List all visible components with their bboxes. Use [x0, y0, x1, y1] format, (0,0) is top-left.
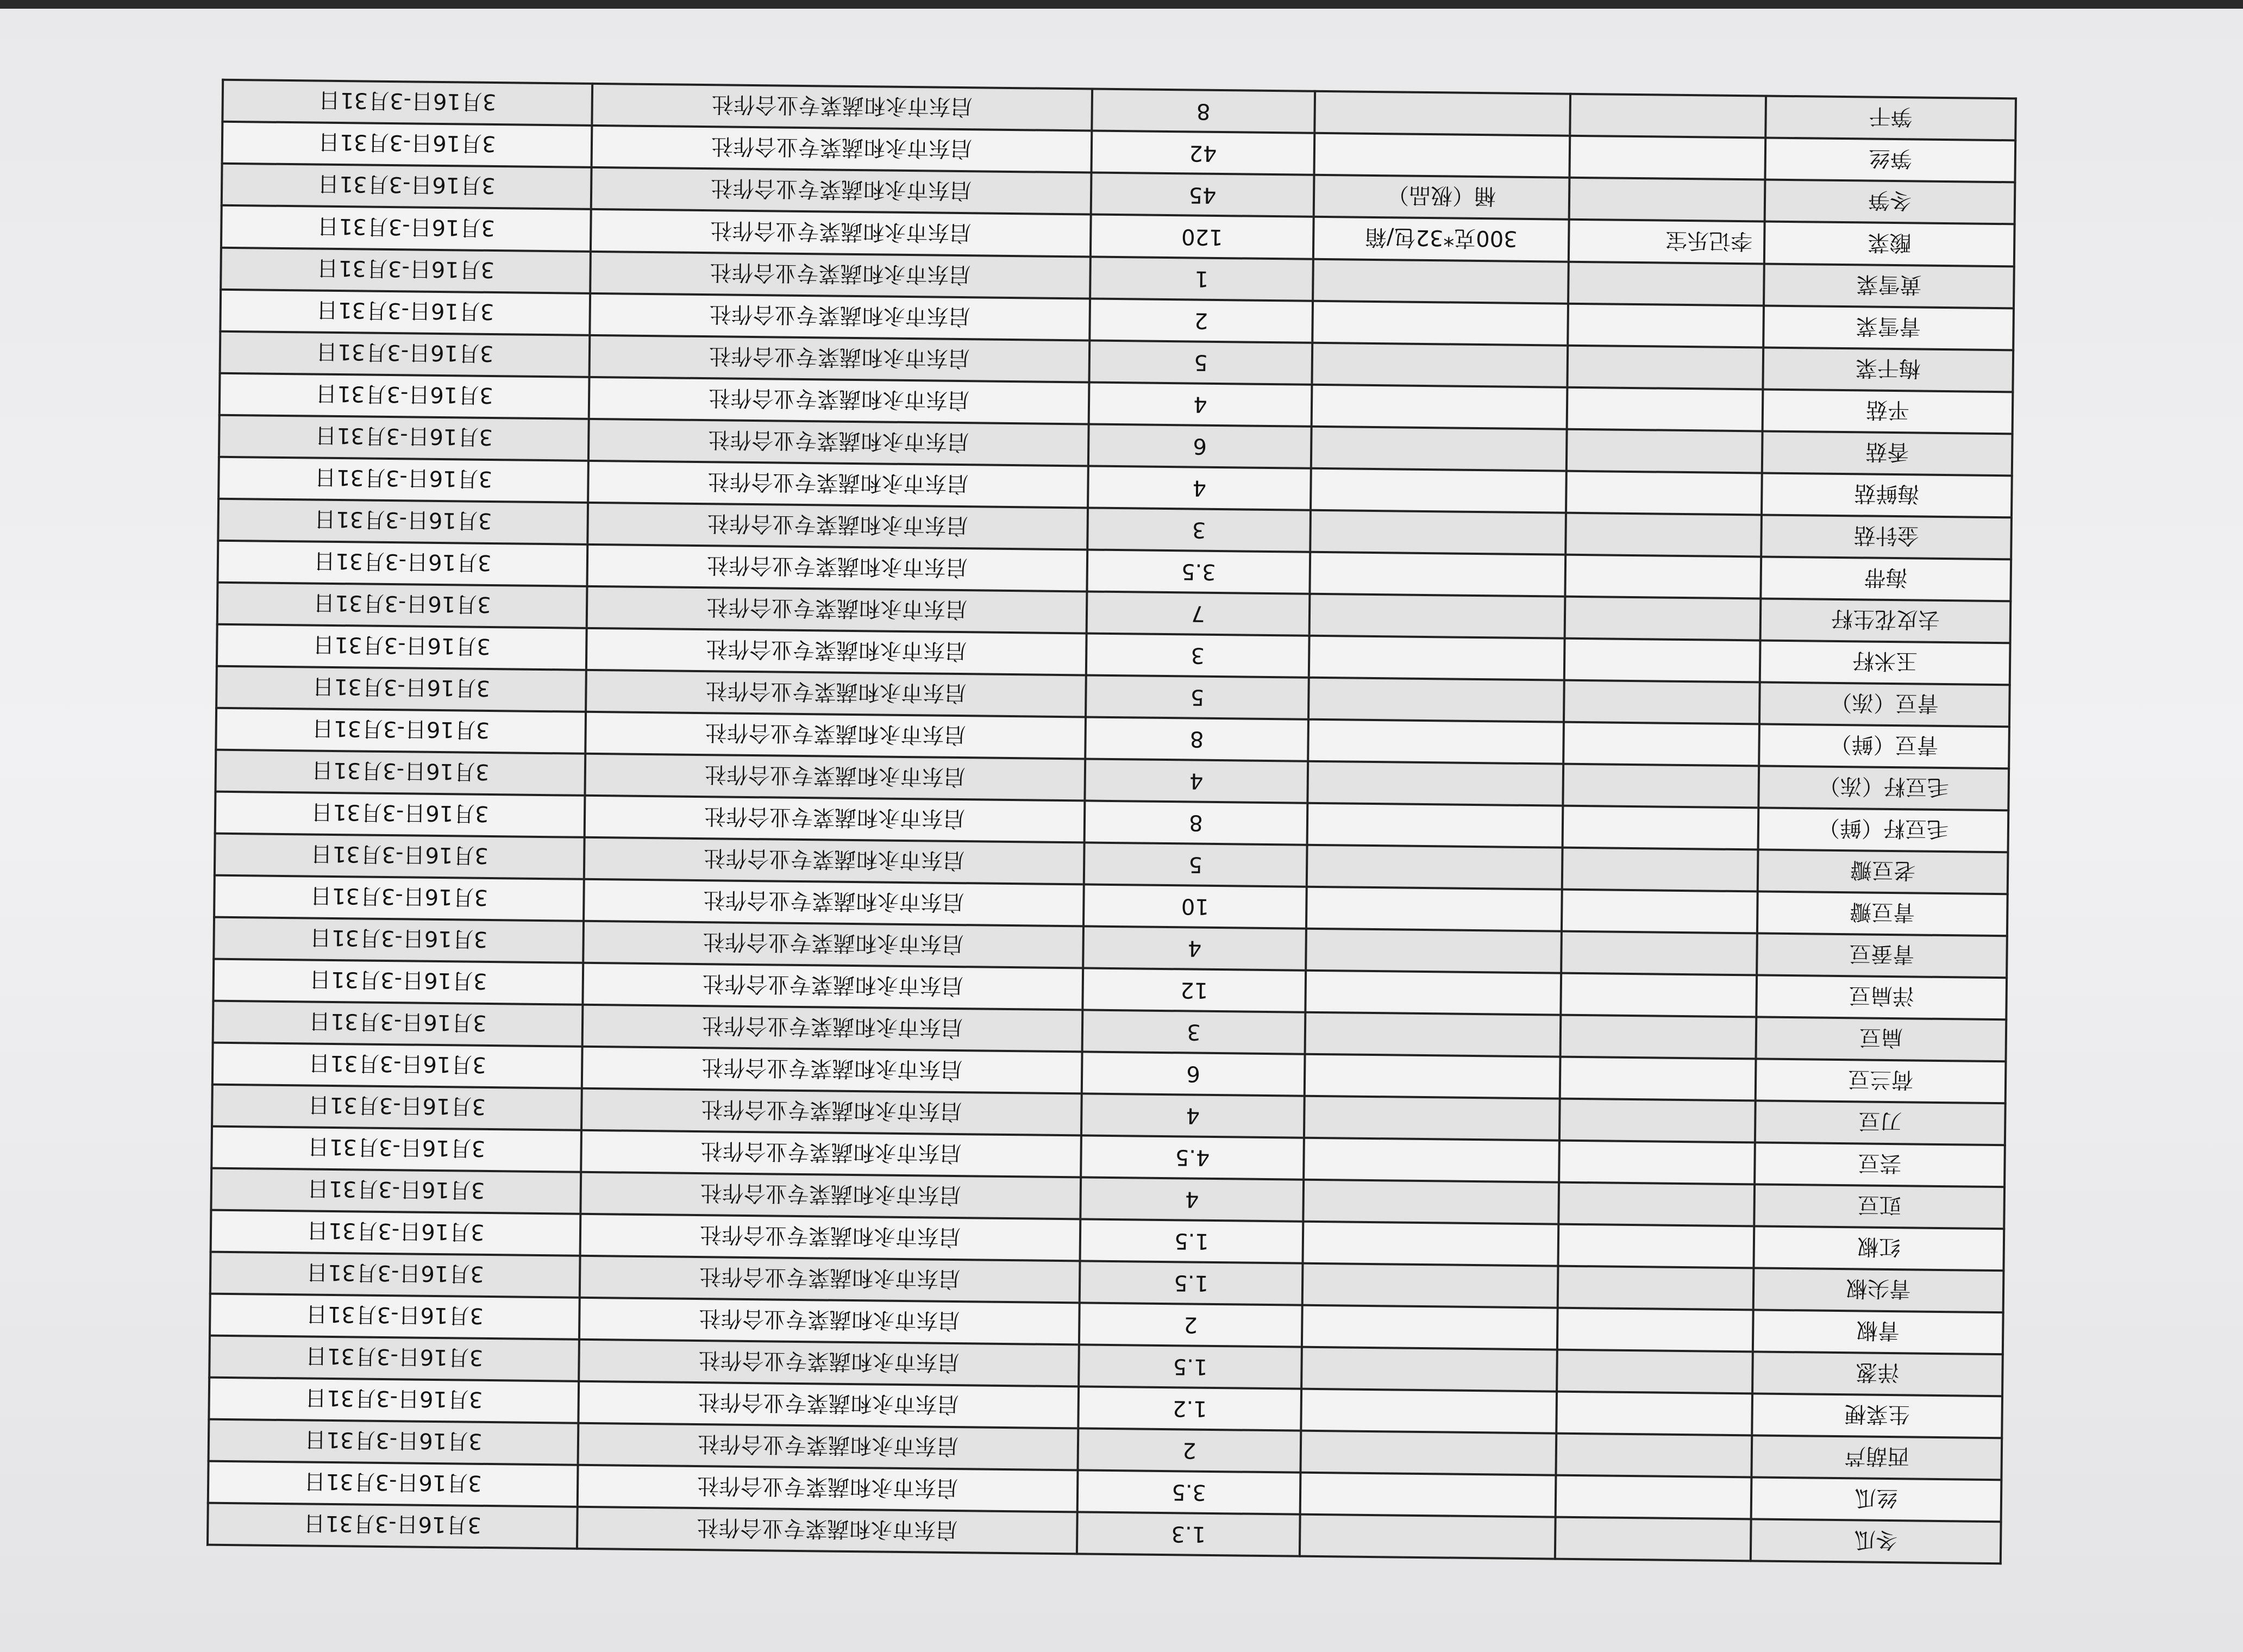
date-range-cell: 3月16日-3月31日: [215, 749, 585, 795]
price-cell: 3: [1087, 508, 1311, 552]
date-range-cell: 3月16日-3月31日: [213, 959, 583, 1004]
item-name-cell: 豇豆: [1754, 1184, 2004, 1229]
brand-cell: [1557, 1350, 1753, 1394]
brand-cell: [1569, 178, 1765, 222]
item-name-cell: 青豆（冻）: [1759, 682, 2010, 727]
printed-sheet: [209, 79, 2017, 1565]
price-cell: 4: [1081, 1093, 1305, 1137]
price-cell: 1.5: [1080, 1261, 1303, 1305]
vegetable-price-table: [206, 79, 2017, 1565]
date-range-cell: 3月16日-3月31日: [217, 582, 587, 628]
supplier-cell: 启东市永和蔬菜专业合作社: [589, 377, 1089, 424]
spec-cell: [1302, 1305, 1558, 1350]
brand-cell: [1561, 1015, 1757, 1059]
brand-cell: [1563, 722, 1759, 766]
brand-cell: [1568, 261, 1764, 305]
date-range-cell: 3月16日-3月31日: [212, 1042, 582, 1088]
spec-cell: [1310, 552, 1565, 596]
brand-cell: [1558, 1182, 1755, 1226]
item-name-cell: 芸豆: [1755, 1142, 2005, 1187]
item-name-cell: 海鲜菇: [1762, 473, 2012, 517]
item-name-cell: 刀豆: [1755, 1100, 2006, 1145]
item-name-cell: 扁豆: [1756, 1017, 2006, 1061]
date-range-cell: 3月16日-3月31日: [208, 1461, 578, 1507]
date-range-cell: 3月16日-3月31日: [218, 498, 588, 544]
brand-cell: 李记乐宝: [1569, 220, 1765, 264]
item-name-cell: 金针菇: [1761, 515, 2012, 559]
supplier-cell: 启东市永和蔬菜专业合作社: [587, 502, 1088, 549]
item-name-cell: 海带: [1760, 556, 2011, 601]
price-cell: 1.2: [1078, 1386, 1301, 1430]
spec-cell: [1307, 844, 1563, 889]
price-cell: 4: [1088, 466, 1311, 510]
brand-cell: [1567, 345, 1763, 389]
brand-cell: [1556, 1475, 1752, 1519]
spec-cell: 300克*32包/箱: [1313, 217, 1569, 261]
brand-cell: [1562, 889, 1758, 933]
price-cell: 5: [1089, 340, 1312, 384]
item-name-cell: 青豆瓣: [1757, 891, 2008, 936]
price-cell: 3: [1086, 633, 1310, 677]
brand-cell: [1555, 1517, 1751, 1561]
spec-cell: [1314, 91, 1570, 136]
supplier-cell: 启东市永和蔬菜专业合作社: [586, 628, 1087, 675]
brand-cell: [1563, 764, 1759, 808]
price-cell: 12: [1082, 968, 1306, 1012]
price-cell: 3.5: [1087, 549, 1310, 593]
supplier-cell: 启东市永和蔬菜专业合作社: [588, 460, 1088, 508]
spec-cell: [1312, 384, 1568, 429]
brand-cell: [1560, 1056, 1756, 1100]
date-range-cell: 3月16日-3月31日: [214, 917, 584, 962]
table-body: [208, 80, 2016, 1563]
item-name-cell: 去皮花生籽: [1760, 598, 2011, 643]
spec-cell: [1308, 719, 1564, 764]
brand-cell: [1565, 512, 1762, 556]
date-range-cell: 3月16日-3月31日: [220, 331, 590, 377]
price-cell: 2: [1077, 1428, 1301, 1472]
date-range-cell: 3月16日-3月31日: [209, 1378, 579, 1423]
brand-cell: [1556, 1434, 1752, 1478]
price-cell: 8: [1085, 800, 1308, 844]
brand-cell: [1567, 387, 1763, 431]
supplier-cell: 启东市永和蔬菜专业合作社: [579, 1340, 1079, 1387]
date-range-cell: 3月16日-3月31日: [215, 833, 585, 879]
item-name-cell: 冬笋: [1765, 180, 2015, 224]
item-name-cell: 丝瓜: [1751, 1477, 2002, 1522]
date-range-cell: 3月16日-3月31日: [217, 624, 587, 669]
brand-cell: [1559, 1098, 1756, 1142]
spec-cell: [1300, 1431, 1556, 1475]
supplier-cell: 启东市永和蔬菜专业合作社: [586, 670, 1086, 717]
date-range-cell: 3月16日-3月31日: [218, 540, 588, 586]
item-name-cell: 青雪菜: [1763, 305, 2014, 350]
brand-cell: [1557, 1308, 1753, 1352]
brand-cell: [1568, 303, 1764, 347]
supplier-cell: 启东市永和蔬菜专业合作社: [582, 1047, 1082, 1094]
supplier-cell: 启东市永和蔬菜专业合作社: [585, 754, 1085, 801]
brand-cell: [1556, 1392, 1752, 1436]
price-cell: 1.5: [1080, 1219, 1304, 1263]
brand-cell: [1561, 973, 1757, 1017]
supplier-cell: 启东市永和蔬菜专业合作社: [588, 418, 1089, 466]
brand-cell: [1565, 554, 1761, 598]
spec-cell: [1307, 761, 1563, 805]
supplier-cell: 启东市永和蔬菜专业合作社: [592, 84, 1092, 131]
date-range-cell: 3月16日-3月31日: [209, 1336, 579, 1381]
item-name-cell: 香菇: [1762, 431, 2013, 475]
item-name-cell: 玉米籽: [1760, 640, 2010, 685]
supplier-cell: 启东市永和蔬菜专业合作社: [579, 1298, 1080, 1345]
spec-cell: [1303, 1222, 1559, 1266]
supplier-cell: 启东市永和蔬菜专业合作社: [578, 1465, 1078, 1512]
spec-cell: [1302, 1263, 1558, 1308]
supplier-cell: 启东市永和蔬菜专业合作社: [585, 712, 1086, 759]
price-cell: 4: [1085, 759, 1308, 803]
item-name-cell: 红椒: [1753, 1226, 2004, 1271]
date-range-cell: 3月16日-3月31日: [210, 1294, 580, 1340]
date-range-cell: 3月16日-3月31日: [221, 247, 591, 293]
spec-cell: [1309, 635, 1565, 680]
price-cell: 120: [1091, 215, 1314, 259]
supplier-cell: 启东市永和蔬菜专业合作社: [587, 544, 1087, 591]
supplier-cell: 启东市永和蔬菜专业合作社: [581, 1088, 1082, 1136]
date-range-cell: 3月16日-3月31日: [216, 708, 586, 753]
item-name-cell: 梅干菜: [1763, 347, 2013, 392]
date-range-cell: 3月16日-3月31日: [211, 1168, 581, 1214]
item-name-cell: 笋丝: [1765, 138, 2015, 183]
supplier-cell: 启东市永和蔬菜专业合作社: [584, 879, 1084, 927]
price-cell: 3.5: [1077, 1470, 1301, 1514]
supplier-cell: 启东市永和蔬菜专业合作社: [592, 126, 1092, 173]
item-name-cell: 黄雪菜: [1764, 264, 2014, 308]
date-range-cell: 3月16日-3月31日: [222, 122, 592, 167]
item-name-cell: 毛豆籽（鲜）: [1758, 808, 2009, 852]
brand-cell: [1558, 1266, 1754, 1310]
date-range-cell: 3月16日-3月31日: [213, 1000, 583, 1046]
date-range-cell: 3月16日-3月31日: [212, 1085, 582, 1130]
item-name-cell: 毛豆籽（冻）: [1758, 766, 2009, 810]
price-cell: 4.5: [1081, 1135, 1304, 1179]
price-cell: 8: [1085, 717, 1308, 761]
spec-cell: [1305, 971, 1561, 1015]
item-name-cell: 生菜梗: [1752, 1393, 2002, 1438]
price-cell: 4: [1083, 926, 1306, 970]
date-range-cell: 3月16日-3月31日: [216, 666, 586, 711]
spec-cell: [1314, 133, 1570, 178]
spec-cell: [1305, 1054, 1561, 1099]
price-cell: 5: [1084, 842, 1307, 886]
date-range-cell: 3月16日-3月31日: [219, 415, 589, 460]
supplier-cell: 启东市永和蔬菜专业合作社: [584, 837, 1085, 885]
supplier-cell: 启东市永和蔬菜专业合作社: [578, 1423, 1079, 1470]
price-cell: 1.5: [1079, 1344, 1302, 1388]
spec-cell: [1311, 426, 1567, 471]
brand-cell: [1567, 429, 1763, 473]
spec-cell: [1303, 1180, 1559, 1224]
brand-cell: [1565, 596, 1761, 640]
spec-cell: [1301, 1347, 1557, 1392]
date-range-cell: 3月16日-3月31日: [218, 456, 588, 502]
brand-cell: [1566, 471, 1762, 515]
spec-cell: [1310, 593, 1565, 638]
spec-cell: [1306, 929, 1562, 973]
item-name-cell: 平菇: [1763, 389, 2013, 434]
spec-cell: [1307, 803, 1563, 847]
item-name-cell: 老豆瓣: [1758, 849, 2008, 894]
spec-cell: [1306, 886, 1562, 931]
spec-cell: [1304, 1096, 1560, 1141]
item-name-cell: 青豆（鲜）: [1759, 724, 2009, 768]
price-cell: 1.3: [1077, 1512, 1300, 1556]
item-name-cell: 洋葱: [1752, 1351, 2003, 1396]
supplier-cell: 启东市永和蔬菜专业合作社: [590, 251, 1091, 298]
item-name-cell: 洋扁豆: [1756, 975, 2007, 1019]
item-name-cell: 冬瓜: [1751, 1519, 2001, 1563]
item-name-cell: 酸菜: [1764, 222, 2015, 266]
price-cell: 42: [1092, 131, 1315, 175]
price-cell: 45: [1091, 173, 1314, 217]
item-name-cell: 青椒: [1753, 1310, 2003, 1354]
supplier-cell: 启东市永和蔬菜专业合作社: [580, 1214, 1081, 1261]
item-name-cell: 青尖椒: [1753, 1268, 2004, 1312]
date-range-cell: 3月16日-3月31日: [221, 205, 591, 251]
price-cell: 6: [1088, 424, 1312, 468]
price-cell: 8: [1092, 89, 1315, 134]
supplier-cell: 启东市永和蔬菜专业合作社: [590, 293, 1090, 340]
price-cell: 1: [1090, 256, 1313, 301]
spec-cell: [1310, 510, 1566, 554]
brand-cell: [1563, 805, 1759, 849]
brand-cell: [1570, 94, 1766, 138]
date-range-cell: 3月16日-3月31日: [208, 1503, 578, 1549]
supplier-cell: 启东市永和蔬菜专业合作社: [578, 1381, 1079, 1429]
date-range-cell: 3月16日-3月31日: [222, 80, 592, 126]
supplier-cell: 启东市永和蔬菜专业合作社: [577, 1507, 1077, 1554]
spec-cell: [1305, 1012, 1561, 1057]
supplier-cell: 启东市永和蔬菜专业合作社: [591, 167, 1092, 215]
date-range-cell: 3月16日-3月31日: [215, 791, 585, 837]
price-cell: 5: [1086, 675, 1309, 719]
date-range-cell: 3月16日-3月31日: [209, 1419, 579, 1465]
spec-cell: [1304, 1138, 1559, 1182]
brand-cell: [1559, 1140, 1755, 1184]
spec-cell: 桶（极品）: [1314, 175, 1570, 220]
date-range-cell: 3月16日-3月31日: [222, 164, 592, 209]
spec-cell: [1312, 342, 1568, 387]
date-range-cell: 3月16日-3月31日: [220, 289, 590, 335]
supplier-cell: 启东市永和蔬菜专业合作社: [585, 796, 1085, 843]
photo-top-edge: [0, 0, 2243, 9]
supplier-cell: 启东市永和蔬菜专业合作社: [580, 1172, 1081, 1219]
spec-cell: [1311, 468, 1567, 512]
supplier-cell: 启东市永和蔬菜专业合作社: [580, 1256, 1080, 1303]
brand-cell: [1564, 680, 1760, 724]
spec-cell: [1300, 1515, 1556, 1559]
date-range-cell: 3月16日-3月31日: [210, 1252, 580, 1298]
supplier-cell: 启东市永和蔬菜专业合作社: [581, 1130, 1081, 1178]
brand-cell: [1564, 638, 1760, 682]
price-cell: 7: [1087, 591, 1310, 635]
supplier-cell: 启东市永和蔬菜专业合作社: [583, 921, 1083, 968]
brand-cell: [1569, 136, 1765, 180]
price-cell: 4: [1080, 1177, 1304, 1221]
item-name-cell: 西葫芦: [1751, 1435, 2002, 1480]
spec-cell: [1301, 1389, 1557, 1434]
brand-cell: [1561, 931, 1757, 975]
price-cell: 10: [1083, 884, 1307, 928]
supplier-cell: 启东市永和蔬菜专业合作社: [587, 586, 1087, 633]
supplier-cell: 启东市永和蔬菜专业合作社: [582, 1005, 1083, 1052]
supplier-cell: 启东市永和蔬菜专业合作社: [591, 209, 1091, 256]
price-cell: 4: [1089, 382, 1312, 426]
price-cell: 6: [1082, 1052, 1305, 1096]
date-range-cell: 3月16日-3月31日: [220, 373, 590, 418]
supplier-cell: 启东市永和蔬菜专业合作社: [590, 335, 1090, 382]
supplier-cell: 启东市永和蔬菜专业合作社: [582, 963, 1083, 1010]
date-range-cell: 3月16日-3月31日: [214, 875, 584, 921]
date-range-cell: 3月16日-3月31日: [211, 1210, 581, 1256]
price-cell: 3: [1082, 1010, 1306, 1054]
spec-cell: [1300, 1473, 1556, 1517]
brand-cell: [1558, 1224, 1754, 1268]
item-name-cell: 青蚕豆: [1757, 933, 2007, 978]
date-range-cell: 3月16日-3月31日: [211, 1127, 581, 1172]
spec-cell: [1312, 301, 1568, 345]
spec-cell: [1313, 259, 1569, 303]
brand-cell: [1562, 847, 1758, 891]
item-name-cell: 笋干: [1765, 96, 2016, 141]
price-cell: 2: [1089, 298, 1313, 342]
item-name-cell: 荷兰豆: [1756, 1059, 2006, 1103]
price-cell: 2: [1079, 1303, 1302, 1347]
spec-cell: [1308, 677, 1564, 722]
